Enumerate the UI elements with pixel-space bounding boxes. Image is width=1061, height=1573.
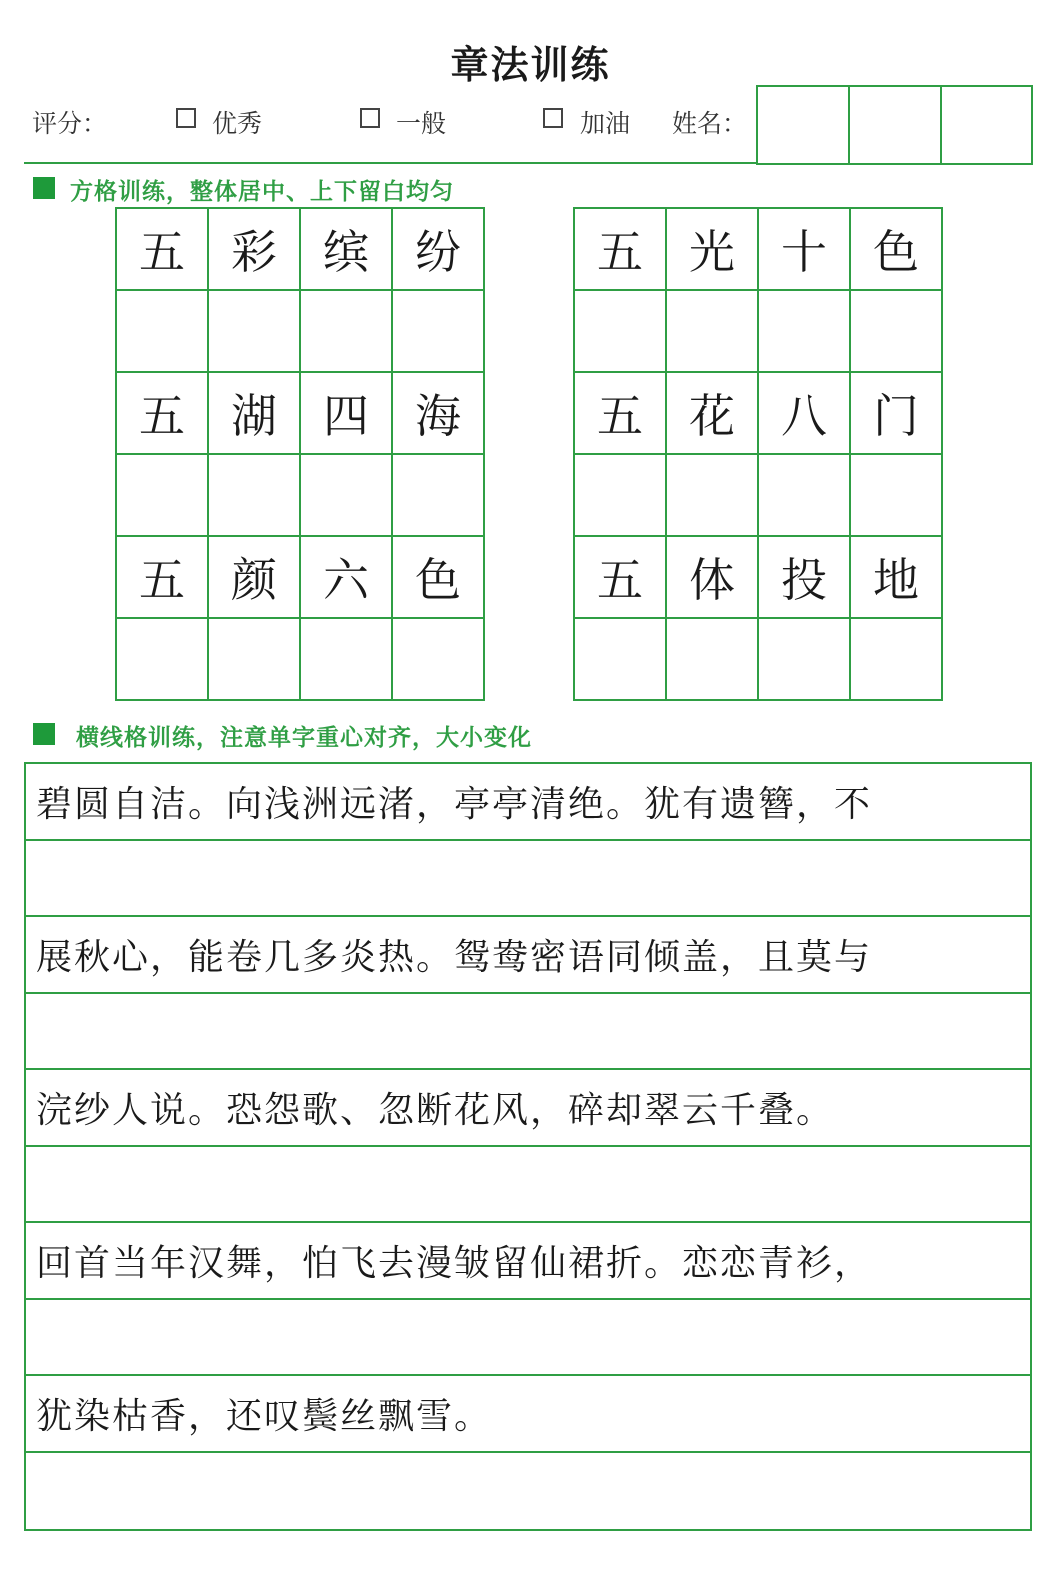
- grid-cell-blank[interactable]: [117, 291, 209, 373]
- line-row: 回首当年汉舞，怕飞去漫皱留仙裙折。恋恋青衫，: [26, 1223, 1030, 1300]
- grid-cell: 纷: [393, 209, 485, 291]
- grid-cell: 地: [851, 537, 943, 619]
- keep-going-label: 加油: [580, 109, 631, 138]
- grid-cell: 湖: [209, 373, 301, 455]
- line-row: 浣纱人说。恐怨歌、忽断花风，碎却翠云千叠。: [26, 1070, 1030, 1147]
- line-row-blank[interactable]: [26, 1453, 1030, 1530]
- grid-cell: 投: [759, 537, 851, 619]
- grid-cell-blank[interactable]: [851, 291, 943, 373]
- grid-cell-blank[interactable]: [667, 291, 759, 373]
- grid-right: [573, 207, 943, 701]
- grid-cell-blank[interactable]: [393, 455, 485, 537]
- grid-cell: 体: [667, 537, 759, 619]
- grid-left: [115, 207, 485, 701]
- section2-title: 横线格训练，注意单字重心对齐，大小变化: [76, 725, 532, 751]
- page-title: 章法训练: [450, 43, 611, 87]
- grid-cell-blank[interactable]: [393, 619, 485, 701]
- grid-cell: 海: [393, 373, 485, 455]
- grid-cell-blank[interactable]: [575, 455, 667, 537]
- grid-cell: 四: [301, 373, 393, 455]
- grid-cell-blank[interactable]: [851, 619, 943, 701]
- grid-cell-blank[interactable]: [759, 619, 851, 701]
- grid-cell: 花: [667, 373, 759, 455]
- average-label: 一般: [396, 109, 447, 138]
- grid-cell: 五: [117, 209, 209, 291]
- grid-cell: 光: [667, 209, 759, 291]
- section-marker-square: [33, 177, 55, 199]
- excellent-checkbox[interactable]: [176, 108, 196, 128]
- grid-cell-blank[interactable]: [209, 619, 301, 701]
- grid-cell: 色: [851, 209, 943, 291]
- name-box-2[interactable]: [848, 85, 942, 165]
- grid-cell-blank[interactable]: [209, 291, 301, 373]
- grid-cell-blank[interactable]: [575, 619, 667, 701]
- grid-cell: 六: [301, 537, 393, 619]
- grid-cell-blank[interactable]: [301, 619, 393, 701]
- section-marker-square: [33, 723, 55, 745]
- name-box-3[interactable]: [940, 85, 1033, 165]
- score-label: 评分：: [32, 109, 108, 138]
- grid-cell-blank[interactable]: [851, 455, 943, 537]
- grid-cell: 五: [117, 537, 209, 619]
- grid-cell-blank[interactable]: [209, 455, 301, 537]
- grid-cell: 颜: [209, 537, 301, 619]
- average-checkbox[interactable]: [360, 108, 380, 128]
- line-row: 展秋心，能卷几多炎热。鸳鸯密语同倾盖，且莫与: [26, 917, 1030, 994]
- grid-cell-blank[interactable]: [301, 455, 393, 537]
- section1-title: 方格训练，整体居中、上下留白均匀: [70, 179, 454, 205]
- line-row-blank[interactable]: [26, 994, 1030, 1071]
- ruled-lines-area: [24, 762, 1032, 1531]
- name-label: 姓名：: [672, 109, 748, 138]
- grid-cell: 五: [575, 537, 667, 619]
- grid-cell: 五: [575, 209, 667, 291]
- grid-cell: 十: [759, 209, 851, 291]
- grid-cell: 五: [117, 373, 209, 455]
- grid-cell-blank[interactable]: [759, 291, 851, 373]
- grid-cell-blank[interactable]: [301, 291, 393, 373]
- line-row-blank[interactable]: [26, 1300, 1030, 1377]
- grid-cell-blank[interactable]: [759, 455, 851, 537]
- grid-cell: 色: [393, 537, 485, 619]
- keep-going-checkbox[interactable]: [543, 108, 563, 128]
- name-box-1[interactable]: [756, 85, 850, 165]
- grid-cell-blank[interactable]: [117, 455, 209, 537]
- grid-cell-blank[interactable]: [575, 291, 667, 373]
- grid-cell-blank[interactable]: [393, 291, 485, 373]
- line-row: 犹染枯香，还叹鬓丝飘雪。: [26, 1376, 1030, 1453]
- grid-cell-blank[interactable]: [117, 619, 209, 701]
- grid-cell: 彩: [209, 209, 301, 291]
- grid-cell-blank[interactable]: [667, 455, 759, 537]
- grid-cell: 门: [851, 373, 943, 455]
- grid-cell: 八: [759, 373, 851, 455]
- grid-cell: 五: [575, 373, 667, 455]
- line-row: 碧圆自洁。向浅洲远渚，亭亭清绝。犹有遗簪，不: [26, 764, 1030, 841]
- grid-cell-blank[interactable]: [667, 619, 759, 701]
- line-row-blank[interactable]: [26, 841, 1030, 918]
- excellent-label: 优秀: [212, 109, 263, 138]
- line-row-blank[interactable]: [26, 1147, 1030, 1224]
- header-divider: [24, 162, 758, 164]
- grid-cell: 缤: [301, 209, 393, 291]
